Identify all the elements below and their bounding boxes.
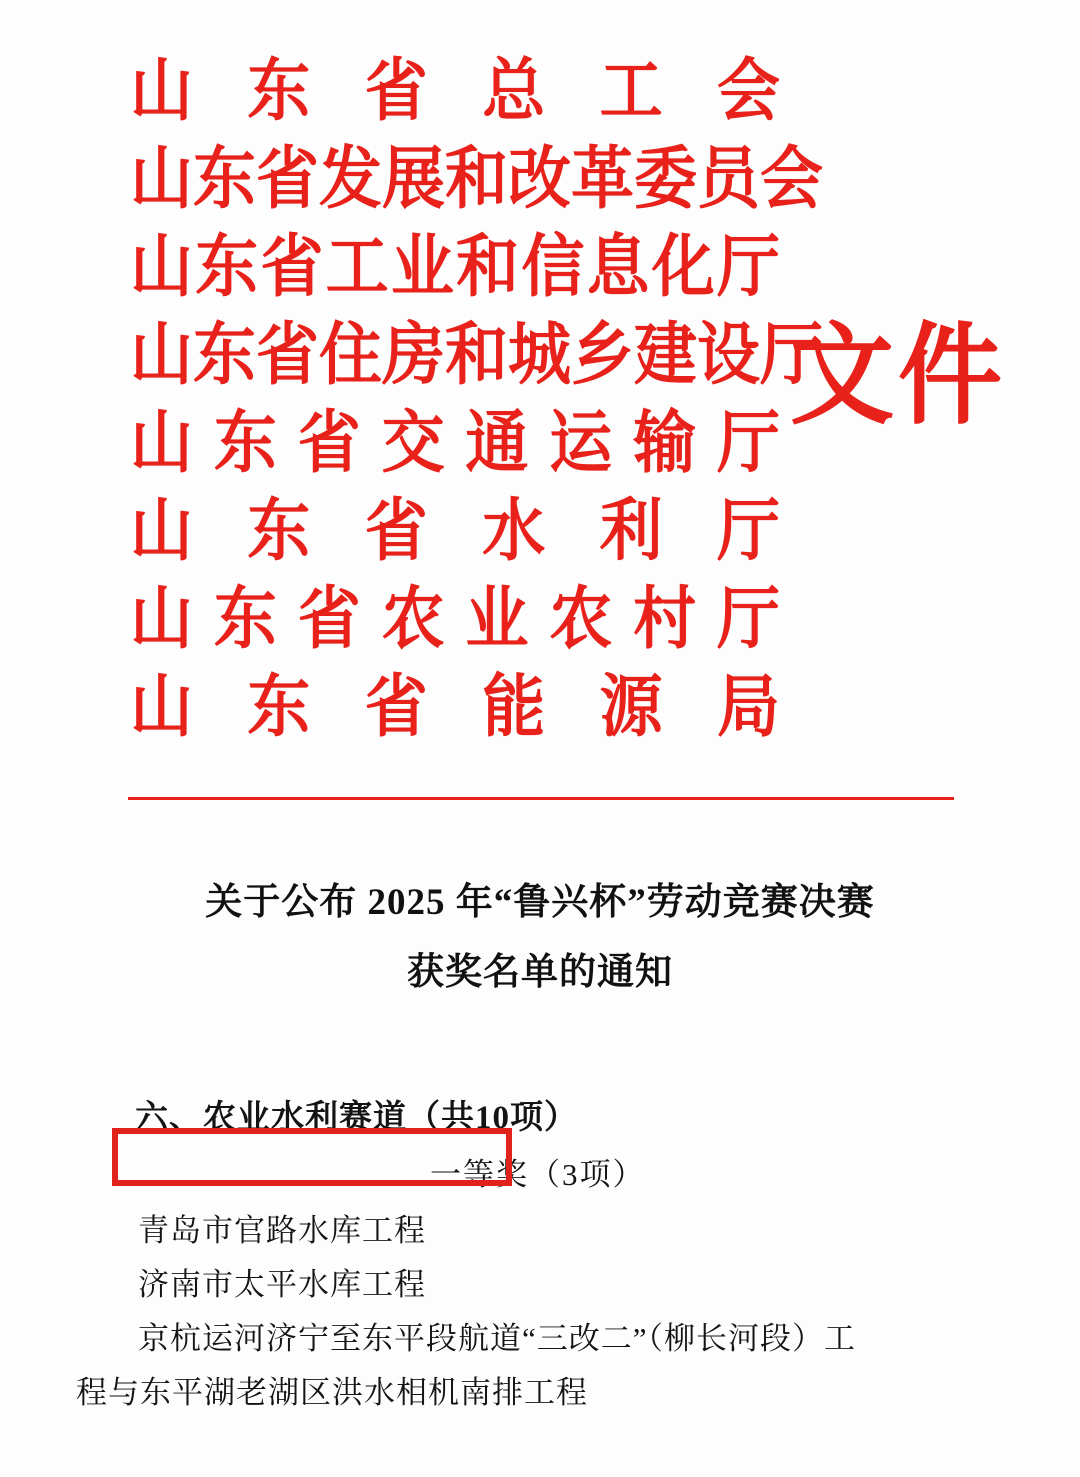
- issuer-line: 山东省能源局: [130, 669, 780, 746]
- issuer-line: 山东省住房和城乡建设厅: [130, 317, 823, 394]
- title-line-1: 关于公布 2025 年“鲁兴杯”劳动竞赛决赛: [205, 882, 875, 923]
- list-item: 青岛市官路水库工程: [138, 1213, 426, 1248]
- document-word: 文件: [790, 315, 1007, 438]
- issuer-line: 山东省总工会: [130, 53, 780, 130]
- page-title: [0, 868, 1080, 1008]
- issuer-line: 山东省发展和改革委员会: [130, 141, 823, 218]
- document-body: [0, 1090, 1080, 1420]
- issuer-line: 山东省交通运输厅: [130, 405, 780, 482]
- section-heading: 六、农业水利赛道（共10项）: [135, 1100, 578, 1136]
- issuer-list: [130, 44, 823, 748]
- list-item: [76, 1312, 1018, 1420]
- list-item-line-1: 京杭运河济宁至东平段航道“三改二”（柳长河段）工: [138, 1321, 857, 1356]
- list-item: 济南市太平水库工程: [138, 1267, 426, 1302]
- title-line-2: 获奖名单的通知: [407, 952, 673, 993]
- letterhead-divider: [128, 797, 954, 800]
- issuer-line: 山东省水利厅: [130, 493, 780, 570]
- list-item-line-2: 程与东平湖老湖区洪水相机南排工程: [76, 1375, 588, 1410]
- issuer-line: 山东省农业农村厅: [130, 581, 780, 658]
- award-heading: 一等奖（3项）: [430, 1157, 646, 1192]
- issuer-line: 山东省工业和信息化厅: [130, 229, 780, 306]
